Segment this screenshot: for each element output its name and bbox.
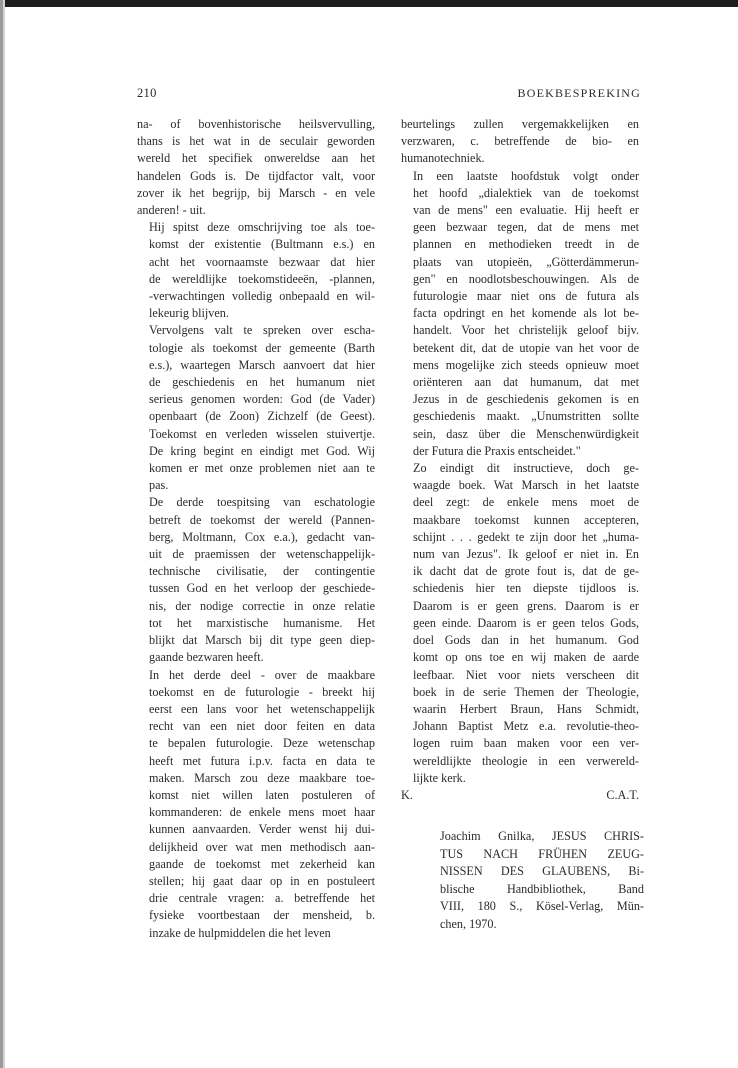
paragraph: [137, 322, 375, 494]
text-line: e.s.), waartegen Marsch aanvoert dat hier: [149, 357, 375, 372]
text-line: betekent dit, dat de utopie van het voor de: [413, 340, 639, 355]
text-line: stellen; hij gaat daar op in en postuleert: [149, 873, 375, 888]
text-line: handelen Gods is. De tijdfactor valt, voor: [137, 168, 375, 183]
paragraph: [137, 116, 375, 219]
text-line: te bepalen futurologie. Deze wetenschap: [149, 736, 375, 751]
text-line: Hij spitst deze omschrijving toe als toe-: [149, 220, 375, 235]
paragraph: [401, 460, 639, 787]
text-line: De derde toespitsing van eschatologie: [149, 495, 375, 510]
text-line: lijkte kerk.: [413, 770, 466, 785]
paragraph: [137, 219, 375, 322]
text-line: toekomst en de futurologie - breekt hij: [149, 684, 375, 699]
text-line: waagde boek. Wat Marsch in het laatste: [413, 478, 639, 493]
text-line: delijkheid over wat men methodisch aan-: [149, 839, 375, 854]
text-line: Zo eindigt dit instructieve, doch ge-: [413, 461, 639, 476]
text-line: ik dacht dat de grote fout is, dat de ge-: [413, 564, 639, 579]
text-line: mens mogelijke zich steeds opnieuw moet: [413, 357, 639, 372]
citation-line: VIII, 180 S., Kösel-Verlag, Mün-: [440, 899, 644, 913]
text-line: geen einde. Daarom is er geen telos Gods,: [413, 615, 639, 630]
text-line: acht het voornaamste bezwaar dat hier: [149, 254, 375, 269]
text-line: humanotechniek.: [401, 151, 485, 166]
text-line: schiedenis hier ten diepste tijdloos is.: [413, 581, 639, 596]
text-line: de geschiedenis en het humanum niet: [149, 375, 375, 390]
text-line: inzake de hulpmiddelen die het leven: [149, 925, 331, 940]
text-line: drie centrale vragen: a. betreffende het: [149, 891, 375, 906]
text-line: na- of bovenhistorische heilsvervulling,: [137, 117, 375, 131]
text-line: Daarom is er geen grens. Daarom is er: [413, 598, 639, 613]
text-line: maakbare toekomst kunnen accepteren,: [413, 512, 639, 527]
text-line: nis, der nodige correctie in onze relatie: [149, 598, 375, 613]
text-line: wereldlijkte theologie in een verwereld-: [413, 753, 639, 768]
page-number: 210: [137, 86, 157, 100]
text-line: kommanderen: de enkele mens moet haar: [149, 805, 375, 820]
text-line: beurtelings zullen vergemakkelijken en: [401, 117, 639, 131]
paragraph: [137, 494, 375, 666]
text-line: handelt. Voor het christelijk geloof bijv.: [413, 323, 639, 338]
text-line: Jezus in de geschiedenis gekomen is en: [413, 392, 639, 407]
right-column: [401, 116, 639, 804]
left-scan-edge-shadow: [3, 0, 5, 1068]
text-line: heeft met futura i.p.v. facta en data te: [149, 753, 375, 768]
text-line: doel Gods dan in het humanum. God: [413, 633, 639, 648]
text-line: geen bezwaar tegen, dat de mens met: [413, 220, 639, 235]
text-line: verzwaren, c. betreffende de bio- en: [401, 134, 639, 149]
text-line: openbaart (de Zoon) Zichzelf (de Geest).: [149, 409, 375, 424]
citation-line: Joachim Gnilka, JESUS CHRIS-: [440, 829, 644, 843]
text-line: geschiedenis maakt. „Unumstritten sollte: [413, 409, 639, 424]
text-line: komst niet willen laten postuleren of: [149, 787, 375, 802]
signature-author: C.A.T.: [606, 787, 639, 802]
text-line: In een laatste hoofdstuk volgt onder: [413, 168, 639, 183]
text-line: Toekomst en verleden wisselen stuivertje.: [149, 426, 375, 441]
citation-line: chen, 1970.: [440, 916, 497, 931]
text-line: futurologie maar niet ons de futura als: [413, 289, 639, 304]
right-column-body: [401, 116, 639, 787]
text-line: zover ik het begrijp, bij Marsch - en vele: [137, 185, 375, 200]
text-line: komt op ons toe en wij maken de aarde: [413, 650, 639, 665]
text-line: waarin Herbert Braun, Hans Schmidt,: [413, 701, 639, 716]
signature-initial: K.: [401, 787, 413, 802]
text-line: anderen! - uit.: [137, 203, 206, 218]
text-line: uit de praemissen der wetenschappelijk-: [149, 547, 375, 562]
text-line: berg, Moltmann, Cox e.a.), gedacht van-: [149, 529, 375, 544]
text-line: schijnt . . . gedekt te zijn door het „huma-: [413, 529, 639, 544]
paragraph: [401, 168, 639, 460]
text-line: blijkt dat Marsch bij dit type geen diep-: [149, 633, 375, 648]
text-line: deel zegt: de enkele mens moet de: [413, 495, 639, 510]
text-line: tot het marxistische humanisme. Het: [149, 615, 375, 630]
text-line: technische civilisatie, der contingentie: [149, 564, 375, 579]
running-head: BOEKBESPREKING: [517, 86, 641, 100]
text-line: tologie als toekomst der gemeente (Barth: [149, 340, 375, 355]
text-line: sein, dasz über die Menschenwürdigkeit: [413, 426, 639, 441]
text-line: maken. Marsch zou deze maakbare toe-: [149, 770, 375, 785]
text-line: De kring begint en eindigt met God. Wij: [149, 443, 375, 458]
text-line: facta opdringt en het komende als lot be-: [413, 306, 639, 321]
text-line: Vervolgens valt te spreken over escha-: [149, 323, 375, 338]
next-book-citation: [440, 828, 644, 933]
review-signature: [401, 787, 639, 804]
text-line: logen ruim baan maken voor een ver-: [413, 736, 639, 751]
text-line: gen" en noodlotsbeschouwingen. Als de: [413, 271, 639, 286]
text-line: plaats van utopieën, „Götterdämmerun-: [413, 254, 639, 269]
text-line: fysieke voortbestaan der mensheid, b.: [149, 908, 375, 923]
text-line: plannen en methodieken treedt in de: [413, 237, 639, 252]
text-line: boek in de serie Themen der Theologie,: [413, 684, 639, 699]
text-line: tussen God en het verloop der geschiede-: [149, 581, 375, 596]
text-line: de wereldlijke toekomstideeën, -plannen,: [149, 271, 375, 286]
text-line: komen er met onze problemen niet aan te: [149, 461, 375, 476]
paragraph: [137, 667, 375, 942]
text-line: thans is het wat in de seculair geworden: [137, 134, 375, 149]
text-line: wereld het specifiek onwereldse aan het: [137, 151, 375, 166]
paragraph: [401, 116, 639, 168]
citation-line: NISSEN DES GLAUBENS, Bi-: [440, 864, 644, 878]
text-line: oriënteren aan dat humanum, dat met: [413, 375, 639, 390]
text-line: van de mens" een evaluatie. Hij heeft er: [413, 203, 639, 218]
text-line: Johann Baptist Metz e.a. revolutie-theo-: [413, 719, 639, 734]
citation-line: TUS NACH FRÜHEN ZEUG-: [440, 846, 644, 861]
text-line: gaande de toekomst met zekerheid kan: [149, 856, 375, 871]
text-line: betreft de toekomst der wereld (Pannen-: [149, 512, 375, 527]
text-line: komst der existentie (Bultmann e.s.) en: [149, 237, 375, 252]
citation-line: blische Handbibliothek, Band: [440, 881, 644, 896]
text-line: In het derde deel - over de maakbare: [149, 667, 375, 682]
text-line: kunnen aanvaarden. Verder wenst hij dui-: [149, 822, 375, 837]
text-line: recht van een niet door feiten en data: [149, 719, 375, 734]
text-line: der Futura die Praxis entscheidet.": [413, 443, 581, 458]
text-line: num van Jezus". Ik geloof er niet in. En: [413, 547, 639, 562]
text-line: leefbaar. Niet voor niets verscheen dit: [413, 667, 639, 682]
text-line: het hoofd „dialektiek van de toekomst: [413, 185, 639, 200]
text-line: pas.: [149, 478, 169, 493]
text-line: gaande bezwaren heeft.: [149, 650, 264, 665]
text-line: serieus genomen worden: God (de Vader): [149, 392, 375, 407]
left-column: [137, 116, 375, 942]
top-border: [0, 0, 738, 7]
text-line: -verwachtingen volledig onbepaald en wil-: [149, 289, 375, 304]
text-line: eerst een lans voor het wetenschappelijk: [149, 701, 375, 716]
text-line: lekeurig blijven.: [149, 306, 229, 321]
